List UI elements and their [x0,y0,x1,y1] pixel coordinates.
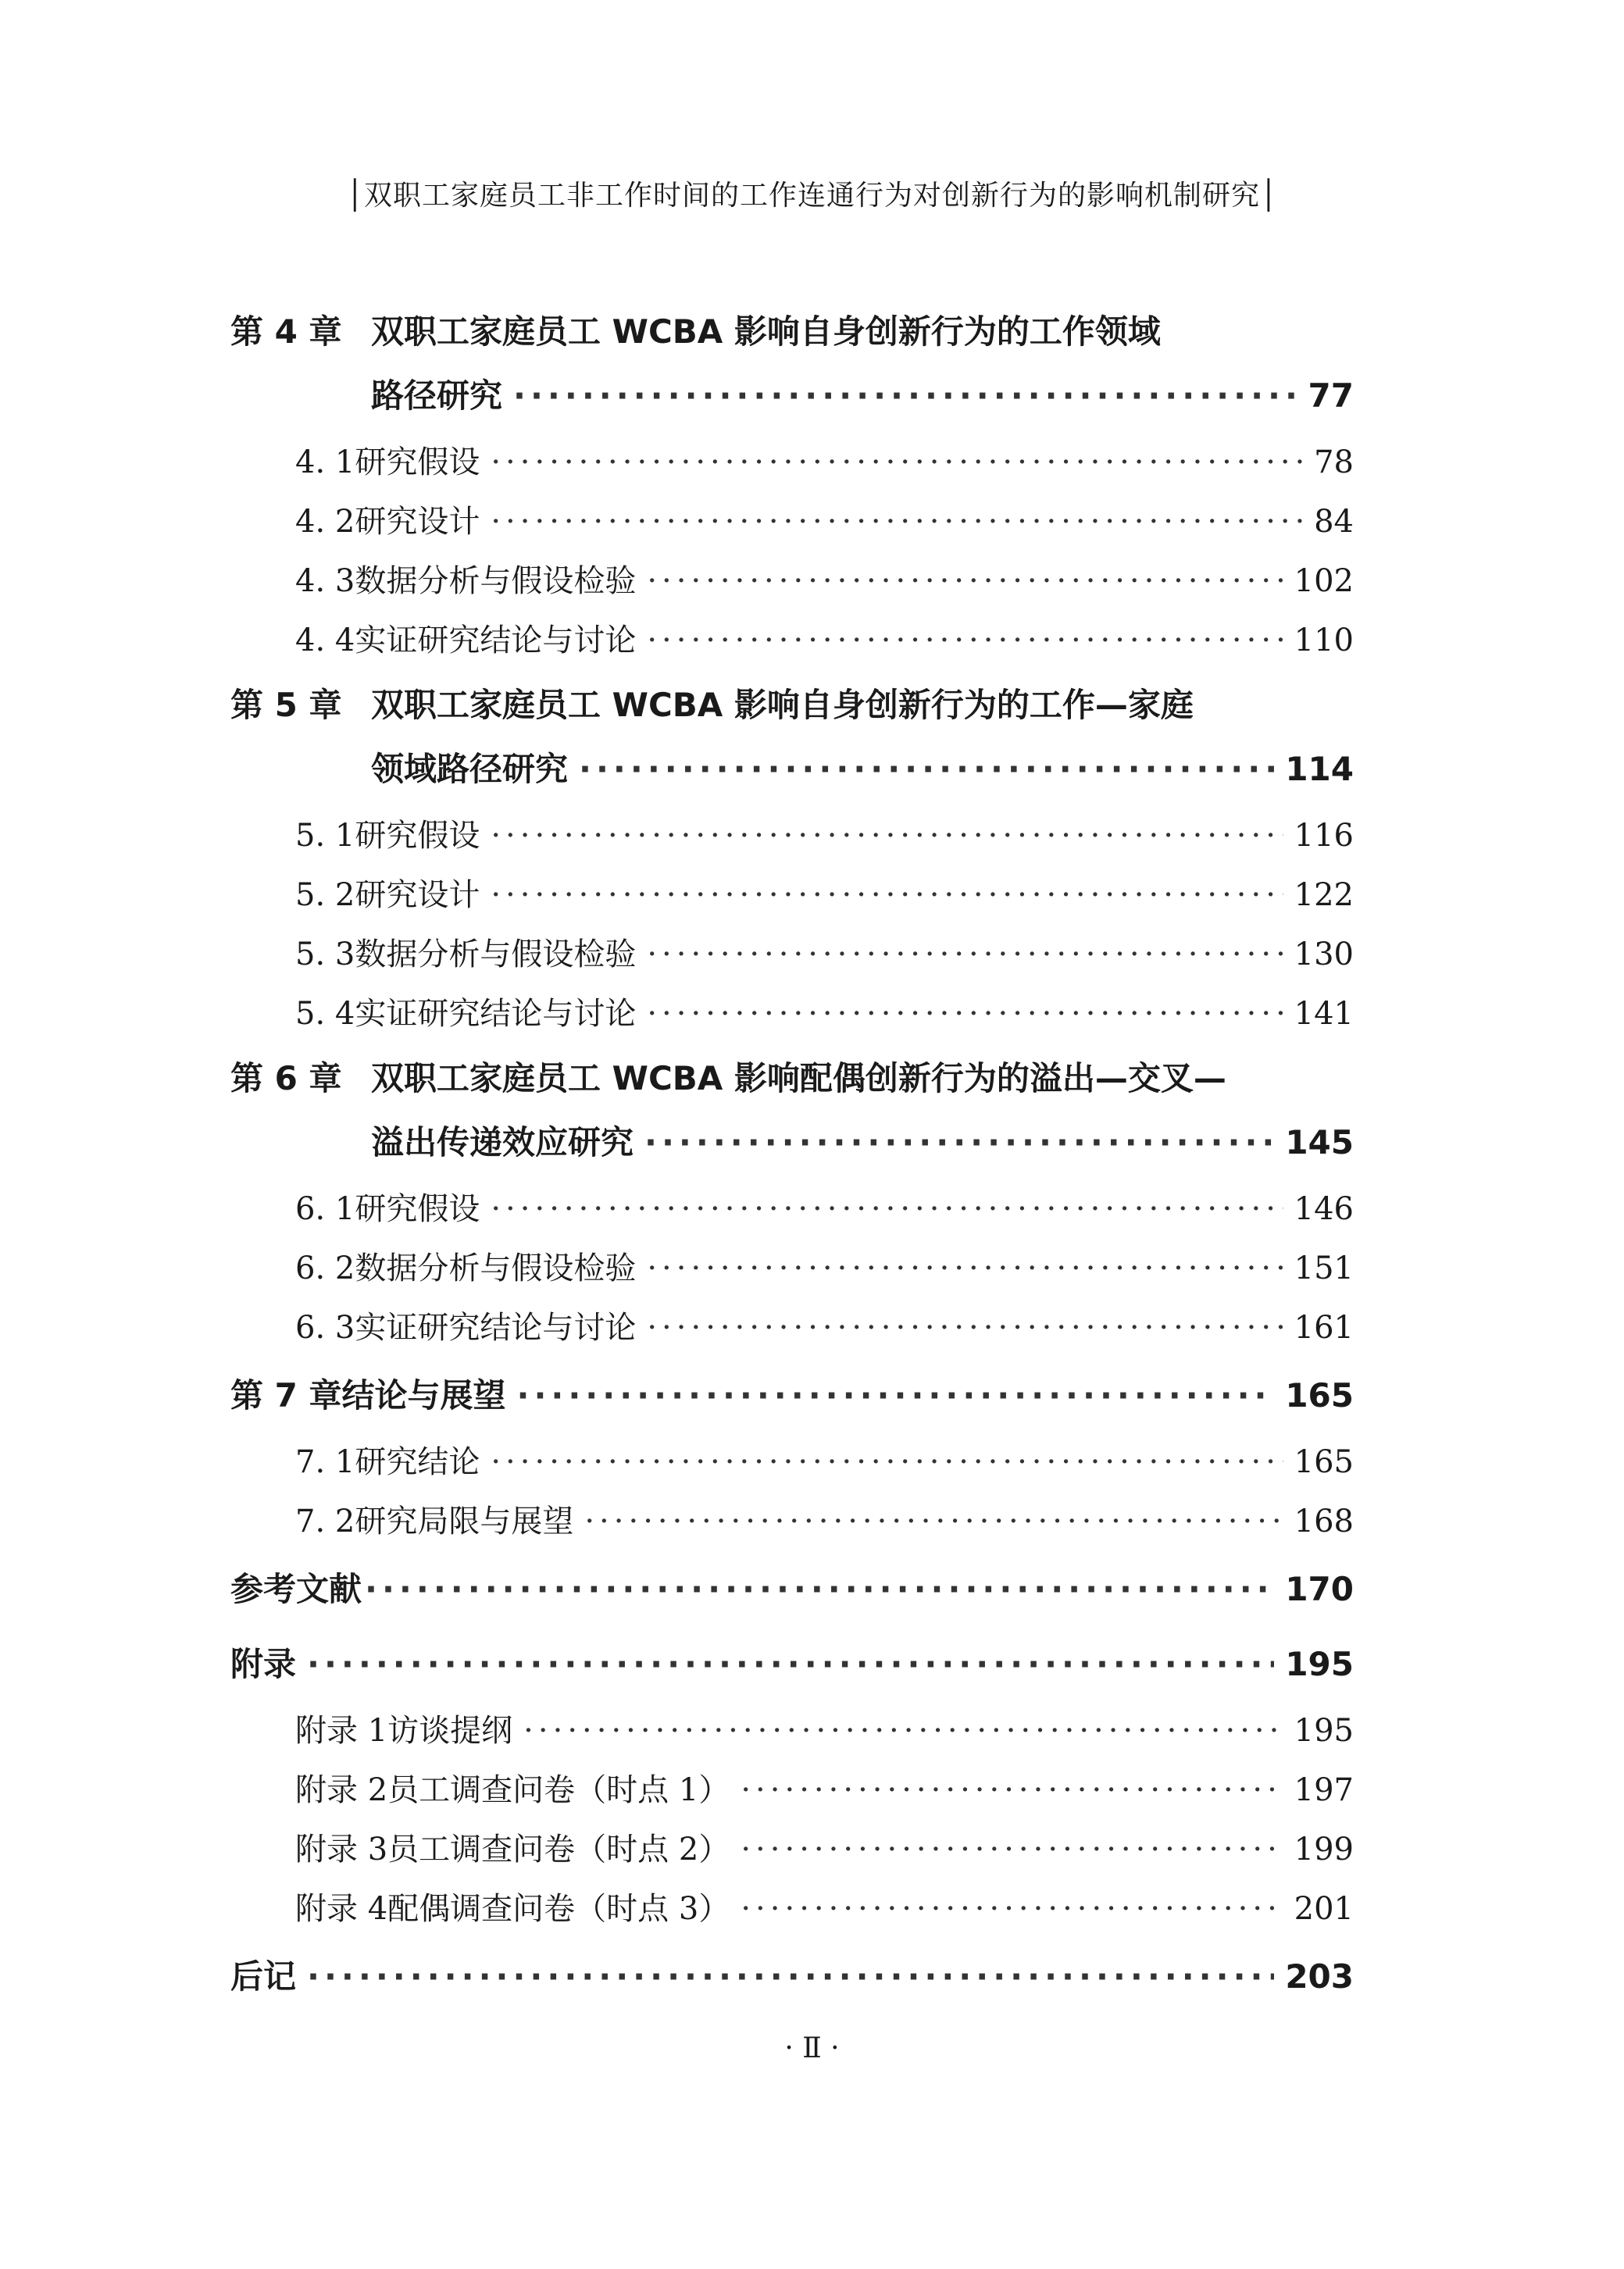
section-number: 5. 2 [295,877,355,913]
toc-entry-chapter-5[interactable] [371,744,1354,790]
toc-entry-references[interactable] [230,1564,1354,1611]
page-ref: 201 [1294,1891,1354,1927]
toc-entry-section[interactable] [295,870,1354,915]
appendix-item-title: 访谈提纲 [387,1713,513,1749]
dot-leader [741,1772,1283,1808]
page-ref: 130 [1294,936,1354,972]
page-ref: 161 [1294,1310,1354,1346]
dot-leader [647,623,1283,658]
toc-entry-section[interactable] [295,1243,1354,1288]
toc-entry-appendix-item[interactable] [295,1765,1354,1810]
section-number: 6. 3 [295,1310,355,1346]
section-title: 实证研究结论与讨论 [355,623,637,658]
toc-entry-appendix-item[interactable] [295,1825,1354,1869]
appendix-number: 附录 3 [295,1832,388,1868]
dot-leader [644,1123,1274,1161]
references-title: 参考文献 [230,1570,362,1608]
section-number: 7. 2 [295,1504,355,1539]
section-title: 数据分析与假设检验 [355,1250,637,1286]
section-number: 5. 3 [295,936,355,972]
dot-leader [647,996,1283,1032]
page-ref: 165 [1294,1444,1354,1480]
section-number: 4. 3 [295,563,355,599]
page-number: · Ⅱ · [784,2032,840,2064]
page-ref: 114 [1285,750,1354,788]
page-ref: 102 [1294,563,1354,599]
dot-leader [491,504,1303,540]
page-ref: 195 [1294,1713,1354,1749]
toc-entry-section[interactable] [295,811,1354,855]
chapter-title: 双职工家庭员工 WCBA 影响自身创新行为的工作—家庭 [371,686,1194,724]
dot-leader [516,1376,1274,1415]
chapter-number: 第 5 章 [230,686,342,724]
chapter-title: 结论与展望 [341,1376,506,1415]
page-ref: 141 [1294,996,1354,1032]
page-ref: 84 [1314,504,1354,540]
page-ref: 197 [1294,1772,1354,1808]
page-ref: 122 [1294,877,1354,913]
section-title: 研究假设 [355,444,480,480]
dot-leader [523,1713,1283,1749]
toc-entry-section[interactable] [295,929,1354,974]
section-title: 研究假设 [355,818,480,854]
page-ref: 77 [1308,376,1354,415]
toc-entry-appendix-item[interactable] [295,1884,1354,1928]
page-ref: 78 [1314,444,1354,480]
page-ref: 168 [1294,1504,1354,1539]
section-number: 4. 1 [295,444,355,480]
running-header: │双职工家庭员工非工作时间的工作连通行为对创新行为的影响机制研究│ [346,180,1278,212]
dot-leader [513,376,1297,415]
appendix-item-title: 员工调查问卷（时点 2） [387,1832,730,1868]
section-title: 数据分析与假设检验 [355,563,637,599]
dot-leader [307,1957,1274,1996]
appendix-title: 附录 [230,1645,297,1683]
dot-leader [579,750,1274,788]
appendix-number: 附录 4 [295,1891,388,1927]
chapter-5-heading [230,680,1194,726]
dot-leader [647,1310,1283,1346]
dot-leader [307,1645,1274,1683]
chapter-title-continued: 领域路径研究 [371,750,569,788]
section-number: 5. 1 [295,818,355,854]
chapter-number: 第 6 章 [230,1059,342,1097]
toc-entry-postscript[interactable] [230,1951,1354,1998]
chapter-title-continued: 溢出传递效应研究 [371,1123,634,1161]
section-title: 研究设计 [355,504,480,540]
section-title: 数据分析与假设检验 [355,936,637,972]
toc-entry-section[interactable] [295,1303,1354,1347]
dot-leader [647,563,1283,599]
dot-leader [491,877,1283,913]
toc-entry-section[interactable] [295,989,1354,1033]
dot-leader [647,1250,1283,1286]
page-ref: 110 [1294,623,1354,658]
chapter-number: 第 4 章 [230,312,342,351]
section-number: 4. 2 [295,504,355,540]
chapter-number: 第 7 章 [230,1376,342,1415]
chapter-4-heading [230,306,1161,353]
chapter-title: 双职工家庭员工 WCBA 影响配偶创新行为的溢出—交叉— [371,1059,1226,1097]
toc-entry-section[interactable] [295,556,1354,601]
page-ref: 146 [1294,1191,1354,1227]
dot-leader [491,818,1283,854]
dot-leader [491,1191,1283,1227]
dot-leader [491,1444,1283,1480]
chapter-title-continued: 路径研究 [371,376,503,415]
page-ref: 116 [1294,818,1354,854]
toc-entry-section[interactable] [295,1497,1354,1541]
page-ref: 145 [1285,1123,1354,1161]
section-number: 6. 1 [295,1191,355,1227]
dot-leader [491,444,1303,480]
page-ref: 195 [1285,1645,1354,1683]
appendix-number: 附录 2 [295,1772,388,1808]
toc-entry-section[interactable] [295,1184,1354,1229]
page-ref: 151 [1294,1250,1354,1286]
section-number: 5. 4 [295,996,355,1032]
section-title: 研究结论 [355,1444,480,1480]
section-title: 研究设计 [355,877,480,913]
appendix-item-title: 配偶调查问卷（时点 3） [387,1891,730,1927]
page-ref: 165 [1285,1376,1354,1415]
section-number: 7. 1 [295,1444,355,1480]
section-title: 研究局限与展望 [355,1504,574,1539]
dot-leader [741,1832,1283,1868]
toc-entry-section[interactable] [295,437,1354,482]
section-title: 研究假设 [355,1191,480,1227]
section-number: 6. 2 [295,1250,355,1286]
page-ref: 203 [1285,1957,1354,1996]
dot-leader [647,936,1283,972]
chapter-6-heading [230,1053,1226,1100]
section-title: 实证研究结论与讨论 [355,1310,637,1346]
toc-entry-section[interactable] [295,1437,1354,1482]
page-ref: 170 [1285,1570,1354,1608]
dot-leader [365,1570,1274,1608]
toc-entry-section[interactable] [295,615,1354,660]
appendix-item-title: 员工调查问卷（时点 1） [387,1772,730,1808]
appendix-number: 附录 1 [295,1713,388,1749]
dot-leader [741,1891,1283,1927]
toc-entry-appendix-item[interactable] [295,1706,1354,1750]
section-number: 4. 4 [295,623,355,658]
chapter-title: 双职工家庭员工 WCBA 影响自身创新行为的工作领域 [371,312,1161,351]
page-ref: 199 [1294,1832,1354,1868]
section-title: 实证研究结论与讨论 [355,996,637,1032]
toc-entry-chapter-6[interactable] [371,1117,1354,1164]
toc-entry-appendix[interactable] [230,1639,1354,1686]
dot-leader [584,1504,1283,1539]
toc-entry-chapter-4[interactable] [371,370,1354,417]
postscript-title: 后记 [230,1957,297,1996]
toc-entry-chapter-7[interactable] [230,1370,1354,1417]
toc-entry-section[interactable] [295,497,1354,541]
